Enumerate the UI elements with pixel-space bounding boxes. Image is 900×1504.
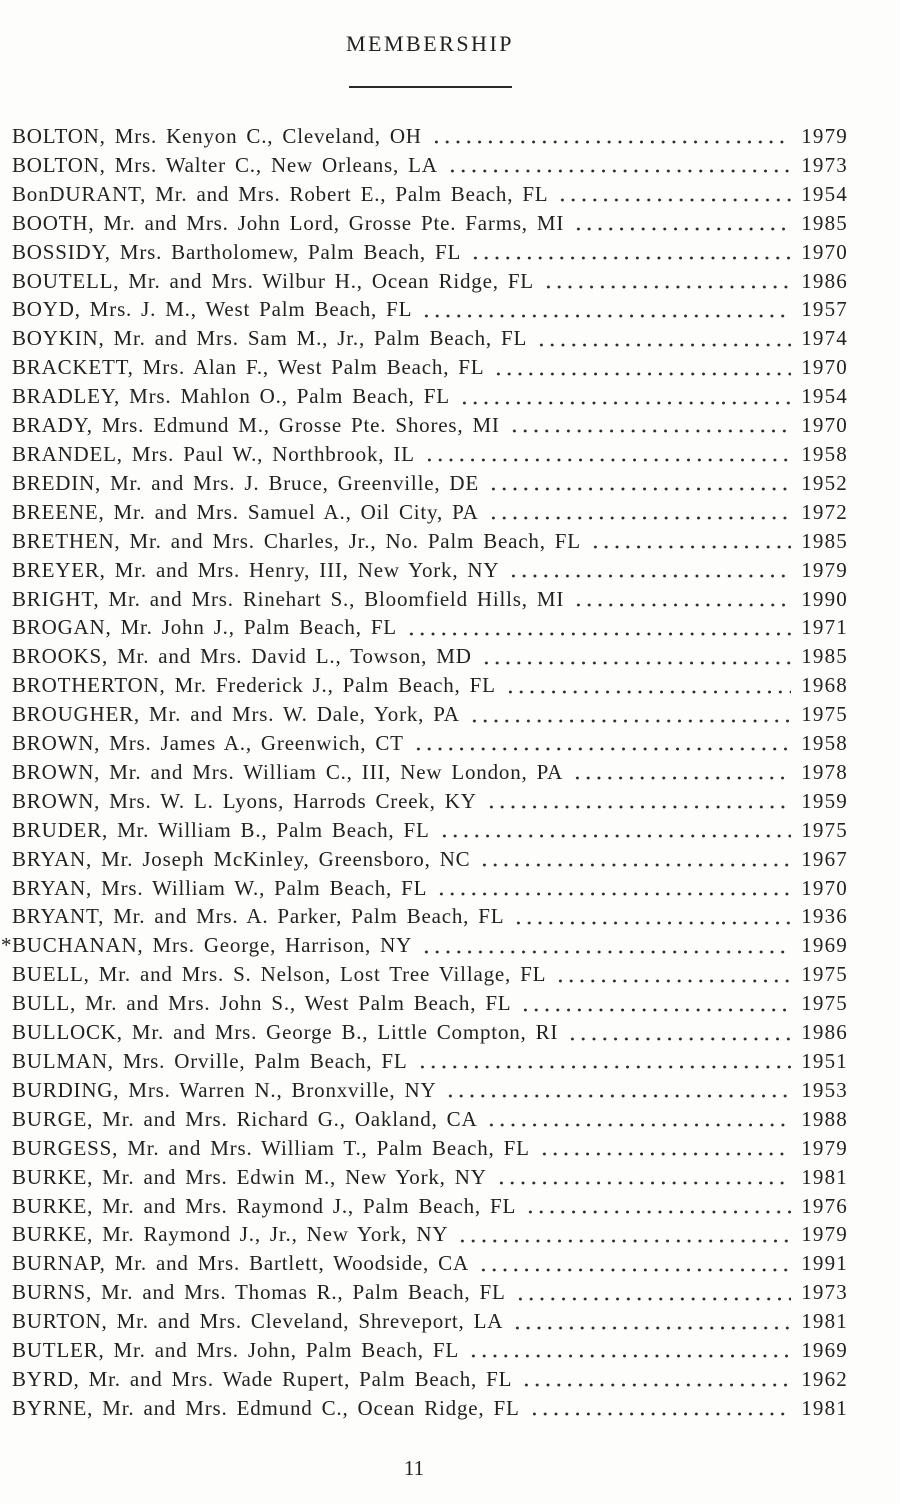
page-number: 11 — [403, 1455, 425, 1480]
entry-year: 1970 — [801, 355, 848, 380]
entry-name: BRACKETT, Mrs. Alan F., West Palm Beach, FL — [12, 355, 485, 380]
entry-name: BURGE, Mr. and Mrs. Richard G., Oakland, CA — [12, 1106, 478, 1131]
entry-year: 1969 — [801, 1338, 848, 1363]
dot-leader — [553, 960, 791, 989]
membership-entry — [12, 1018, 848, 1047]
entry-year: 1970 — [801, 239, 848, 264]
membership-entry — [12, 180, 848, 209]
entry-name: BYRD, Mr. and Mrs. Wade Rupert, Palm Beach, FL — [12, 1366, 513, 1391]
entry-name: BROTHERTON, Mr. Frederick J., Palm Beach, FL — [12, 673, 496, 698]
membership-entry — [12, 1163, 848, 1192]
membership-entry — [12, 1394, 848, 1423]
dot-leader — [494, 1163, 791, 1192]
dot-leader — [518, 989, 791, 1018]
membership-entry — [12, 874, 848, 903]
entry-year: 1958 — [801, 441, 848, 466]
membership-entry — [12, 411, 848, 440]
entry-name: BULL, Mr. and Mrs. John S., West Palm Beach, FL — [12, 991, 512, 1016]
entry-name: BURKE, Mr. and Mrs. Edwin M., New York, NY — [12, 1164, 487, 1189]
membership-entry — [12, 989, 848, 1018]
membership-entry — [12, 585, 848, 614]
dot-leader — [434, 874, 791, 903]
dot-leader — [507, 411, 791, 440]
entry-year: 1959 — [801, 788, 848, 813]
membership-entry — [12, 469, 848, 498]
entry-name: BRYAN, Mr. Joseph McKinley, Greensboro, NC — [12, 846, 471, 871]
entry-year: 1975 — [801, 817, 848, 842]
membership-entry — [12, 1134, 848, 1163]
entry-name: BROUGHER, Mr. and Mrs. W. Dale, York, PA — [12, 702, 460, 727]
entry-name: BREYER, Mr. and Mrs. Henry, III, New York, NY — [12, 557, 500, 582]
dot-leader — [484, 1105, 791, 1134]
entry-year: 1979 — [801, 557, 848, 582]
dot-leader — [511, 902, 791, 931]
membership-entry — [12, 324, 848, 353]
dot-leader — [479, 642, 791, 671]
entry-name: BRETHEN, Mr. and Mrs. Charles, Jr., No. Palm Beach, FL — [12, 528, 581, 553]
entry-year: 1979 — [801, 1135, 848, 1160]
entry-name: BUCHANAN, Mrs. George, Harrison, NY — [12, 933, 413, 958]
dot-leader — [519, 1365, 791, 1394]
membership-entry — [1, 931, 848, 960]
dot-leader — [445, 151, 791, 180]
membership-entry — [12, 1047, 848, 1076]
entry-name: BURKE, Mr. Raymond J., Jr., New York, NY — [12, 1222, 449, 1247]
entry-year: 1962 — [801, 1366, 848, 1391]
entry-year: 1990 — [801, 586, 848, 611]
dot-leader — [422, 440, 791, 469]
dot-leader — [429, 122, 791, 151]
entry-name: BOSSIDY, Mrs. Bartholomew, Palm Beach, FL — [12, 239, 462, 264]
dot-leader — [506, 556, 791, 585]
entry-name: BRYANT, Mr. and Mrs. A. Parker, Palm Beach, FL — [12, 904, 505, 929]
membership-entry — [12, 295, 848, 324]
entry-name: BURDING, Mrs. Warren N., Bronxville, NY — [12, 1077, 437, 1102]
entry-year: 1953 — [801, 1077, 848, 1102]
membership-entry — [12, 353, 848, 382]
membership-entry — [12, 1076, 848, 1105]
membership-entry — [12, 527, 848, 556]
entry-year: 1954 — [801, 384, 848, 409]
dot-leader — [513, 1278, 791, 1307]
membership-entry — [12, 1278, 848, 1307]
dot-leader — [537, 1134, 791, 1163]
membership-entry — [12, 209, 848, 238]
dot-leader — [571, 585, 791, 614]
entry-name: BROWN, Mrs. James A., Greenwich, CT — [12, 731, 404, 756]
entry-year: 1968 — [801, 673, 848, 698]
dot-leader — [503, 671, 791, 700]
entry-name: BUELL, Mr. and Mrs. S. Nelson, Lost Tree Village, FL — [12, 962, 547, 987]
membership-entry — [12, 758, 848, 787]
entry-year: 1973 — [801, 1280, 848, 1305]
entry-year: 1972 — [801, 499, 848, 524]
membership-entry — [12, 382, 848, 411]
entry-name: BRADY, Mrs. Edmund M., Grosse Pte. Shores, MI — [12, 413, 500, 438]
dot-leader — [477, 845, 791, 874]
dot-leader — [486, 498, 791, 527]
membership-entry — [12, 729, 848, 758]
entry-name: BROWN, Mrs. W. L. Lyons, Harrods Creek, KY — [12, 788, 477, 813]
membership-entry — [12, 151, 848, 180]
entry-year: 1986 — [801, 268, 848, 293]
entry-year: 1969 — [801, 933, 848, 958]
membership-entry — [12, 1192, 848, 1221]
entry-year: 1985 — [801, 210, 848, 235]
dot-leader — [510, 1307, 791, 1336]
membership-entry — [12, 1249, 848, 1278]
dot-leader — [443, 1076, 791, 1105]
entry-name: BOYKIN, Mr. and Mrs. Sam M., Jr., Palm Beach, FL — [12, 326, 528, 351]
entry-year: 1952 — [801, 470, 848, 495]
title-divider — [349, 86, 512, 88]
dot-leader — [411, 729, 791, 758]
entry-name: BOUTELL, Mr. and Mrs. Wilbur H., Ocean Ridge, FL — [12, 268, 534, 293]
membership-entry — [12, 238, 848, 267]
membership-entry — [12, 1365, 848, 1394]
membership-entry — [12, 1336, 848, 1365]
entry-year: 1974 — [801, 326, 848, 351]
entry-name: BURTON, Mr. and Mrs. Cleveland, Shreveport, LA — [12, 1309, 504, 1334]
membership-list — [1, 122, 848, 1423]
entry-name: BonDURANT, Mr. and Mrs. Robert E., Palm Beach, FL — [12, 181, 549, 206]
dot-leader — [570, 758, 791, 787]
page-title: MEMBERSHIP — [345, 31, 515, 56]
dot-leader — [565, 1018, 791, 1047]
membership-entry — [12, 122, 848, 151]
dot-leader — [476, 1249, 791, 1278]
membership-entry — [12, 642, 848, 671]
entry-year: 1991 — [801, 1251, 848, 1276]
entry-year: 1967 — [801, 846, 848, 871]
entry-year: 1970 — [801, 413, 848, 438]
dot-leader — [527, 1394, 791, 1423]
membership-entry — [12, 1220, 848, 1249]
entry-name: BOLTON, Mrs. Kenyon C., Cleveland, OH — [12, 124, 422, 148]
membership-entry — [12, 440, 848, 469]
membership-entry — [12, 845, 848, 874]
entry-name: BYRNE, Mr. and Mrs. Edmund C., Ocean Ridge, FL — [12, 1395, 520, 1420]
dot-leader — [415, 1047, 791, 1076]
dot-leader — [484, 787, 791, 816]
entry-year: 1954 — [801, 181, 848, 206]
entry-year: 1975 — [801, 962, 848, 987]
entry-name: BURNAP, Mr. and Mrs. Bartlett, Woodside, CA — [12, 1251, 469, 1276]
dot-leader — [534, 324, 791, 353]
entry-name: BRUDER, Mr. William B., Palm Beach, FL — [12, 817, 430, 842]
entry-name: BUTLER, Mr. and Mrs. John, Palm Beach, FL — [12, 1338, 459, 1363]
entry-year: 1951 — [801, 1049, 848, 1073]
entry-name: BRADLEY, Mrs. Mahlon O., Palm Beach, FL — [12, 384, 450, 409]
membership-entry — [12, 816, 848, 845]
entry-year: 1985 — [801, 528, 848, 553]
entry-year: 1958 — [801, 731, 848, 756]
entry-year: 1975 — [801, 702, 848, 727]
entry-year: 1976 — [801, 1193, 848, 1218]
dot-leader — [468, 238, 791, 267]
membership-entry — [12, 960, 848, 989]
dot-leader — [466, 1336, 791, 1365]
entry-year: 1981 — [801, 1309, 848, 1334]
entry-year: 1957 — [801, 297, 848, 322]
entry-name: BURNS, Mr. and Mrs. Thomas R., Palm Beach, FL — [12, 1280, 506, 1305]
entry-year: 1971 — [801, 615, 848, 640]
membership-entry — [12, 787, 848, 816]
entry-name: BRYAN, Mrs. William W., Palm Beach, FL — [12, 875, 428, 900]
dot-leader — [486, 469, 791, 498]
entry-year: 1970 — [801, 875, 848, 900]
entry-name: BOLTON, Mrs. Walter C., New Orleans, LA — [12, 152, 438, 177]
dot-leader — [491, 353, 791, 382]
entry-name: BROGAN, Mr. John J., Palm Beach, FL — [12, 615, 397, 640]
dot-leader — [419, 295, 791, 324]
entry-name: BULMAN, Mrs. Orville, Palm Beach, FL — [12, 1049, 408, 1073]
entry-year: 1979 — [801, 124, 848, 148]
entry-year: 1979 — [801, 1222, 848, 1247]
membership-entry — [12, 613, 848, 642]
entry-year: 1936 — [801, 904, 848, 929]
dot-leader — [555, 180, 791, 209]
entry-year: 1988 — [801, 1106, 848, 1131]
dot-leader — [455, 1220, 791, 1249]
entry-name: BRANDEL, Mrs. Paul W., Northbrook, IL — [12, 441, 415, 466]
dot-leader — [404, 613, 791, 642]
entry-year: 1985 — [801, 644, 848, 669]
entry-name: BURKE, Mr. and Mrs. Raymond J., Palm Beach, FL — [12, 1193, 517, 1218]
dot-leader — [571, 209, 791, 238]
entry-name: BROOKS, Mr. and Mrs. David L., Towson, MD — [12, 644, 472, 669]
membership-entry — [12, 556, 848, 585]
entry-name: BOOTH, Mr. and Mrs. John Lord, Grosse Pte. Farms, MI — [12, 210, 565, 235]
entry-year: 1975 — [801, 991, 848, 1016]
entry-name: BREDIN, Mr. and Mrs. J. Bruce, Greenville, DE — [12, 470, 480, 495]
dot-leader — [457, 382, 791, 411]
dot-leader — [523, 1192, 791, 1221]
entry-year: 1986 — [801, 1020, 848, 1045]
entry-asterisk-marker: * — [1, 933, 13, 958]
entry-name: BREENE, Mr. and Mrs. Samuel A., Oil City, PA — [12, 499, 479, 524]
membership-entry — [12, 700, 848, 729]
entry-year: 1973 — [801, 152, 848, 177]
entry-name: BOYD, Mrs. J. M., West Palm Beach, FL — [12, 297, 413, 322]
dot-leader — [588, 527, 791, 556]
dot-leader — [467, 700, 791, 729]
membership-entry — [12, 902, 848, 931]
membership-entry — [12, 1105, 848, 1134]
entry-name: BURGESS, Mr. and Mrs. William T., Palm Beach, FL — [12, 1135, 530, 1160]
dot-leader — [437, 816, 791, 845]
dot-leader — [541, 267, 791, 296]
entry-year: 1978 — [801, 759, 848, 784]
entry-name: BULLOCK, Mr. and Mrs. George B., Little Compton, RI — [12, 1020, 559, 1045]
entry-year: 1981 — [801, 1164, 848, 1189]
membership-entry — [12, 267, 848, 296]
entry-name: BRIGHT, Mr. and Mrs. Rinehart S., Bloomfield Hills, MI — [12, 586, 565, 611]
dot-leader — [419, 931, 791, 960]
membership-entry — [12, 671, 848, 700]
membership-entry — [12, 498, 848, 527]
entry-year: 1981 — [801, 1395, 848, 1420]
membership-entry — [12, 1307, 848, 1336]
entry-name: BROWN, Mr. and Mrs. William C., III, New London, PA — [12, 759, 564, 784]
